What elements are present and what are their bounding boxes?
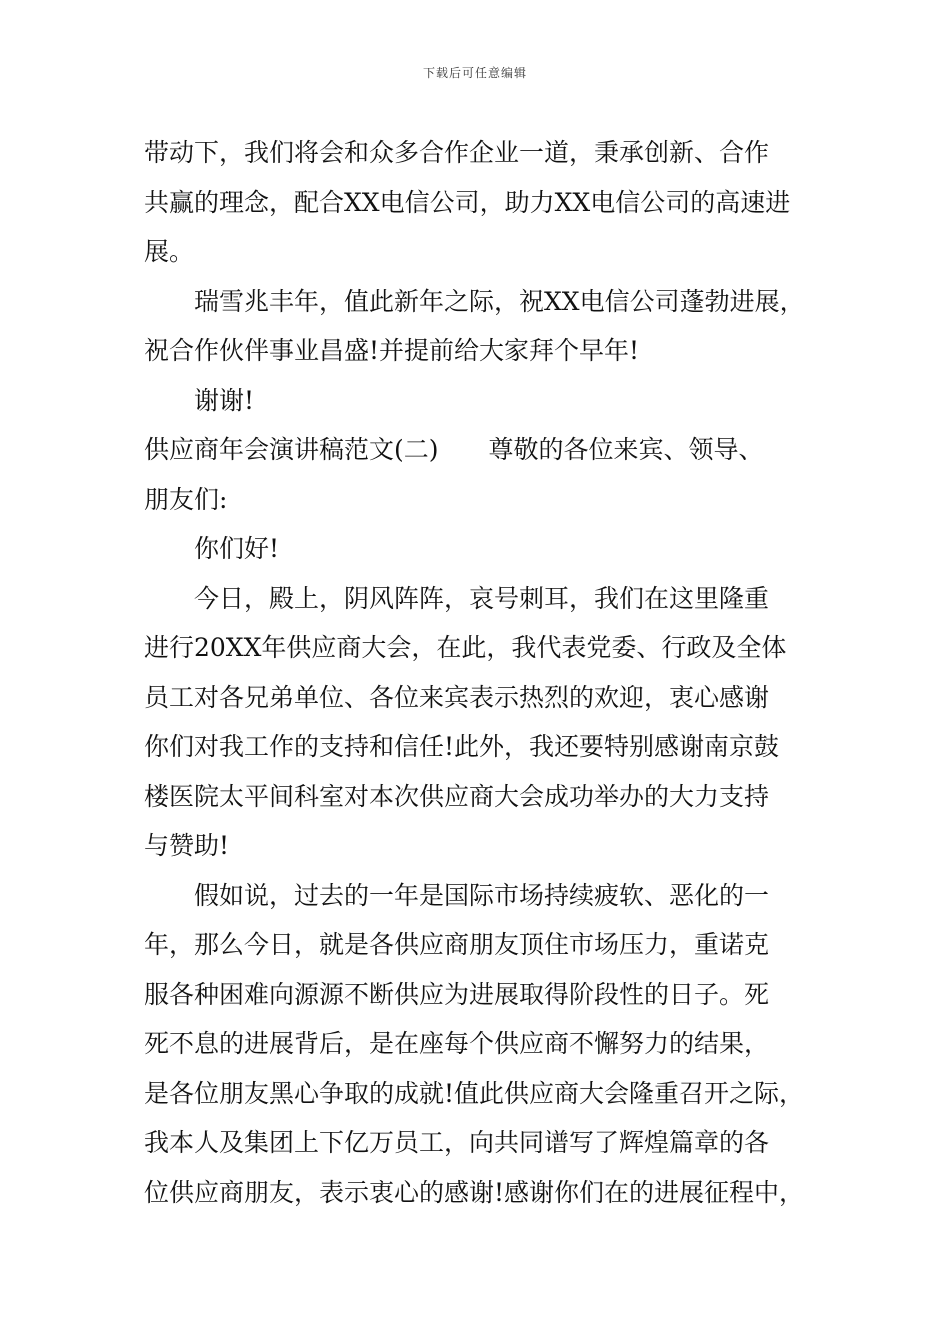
text-line: 你们对我工作的支持和信任!此外，我还要特别感谢南京鼓 — [144, 732, 780, 761]
text-line: 楼医院太平间科室对本次供应商大会成功举办的大力支持 — [144, 781, 770, 811]
text-line: 你们好! — [194, 534, 280, 563]
text-line: 是各位朋友黑心争取的成就!值此供应商大会隆重召开之际， — [144, 1078, 805, 1108]
page-header: 下载后可任意编辑 — [422, 66, 527, 80]
text-line: 共赢的理念，配合XX电信公司，助力XX电信公司的高速进 — [144, 187, 791, 217]
text-line: 位供应商朋友，表示衷心的感谢!感谢你们在的进展征程中， — [144, 1177, 805, 1207]
text-line: 带动下，我们将会和众多合作企业一道，秉承创新、合作 — [144, 138, 770, 167]
text-line: 服各种困难向源源不断供应为进展取得阶段性的日子。死 — [144, 979, 770, 1009]
text-line: 年，那么今日，就是各供应商朋友顶住市场压力，重诺克 — [144, 930, 770, 959]
text-line: 员工对各兄弟单位、各位来宾表示热烈的欢迎，衷心感谢 — [144, 682, 770, 712]
text-line: 我本人及集团上下亿万员工，向共同谱写了辉煌篇章的各 — [144, 1128, 770, 1157]
text-line: 供应商年会演讲稿范文(二) 尊敬的各位来宾、领导、 — [144, 435, 764, 464]
text-line: 展。 — [144, 237, 195, 266]
text-line: 死不息的进展背后，是在座每个供应商不懈努力的结果， — [144, 1029, 770, 1058]
text-line: 谢谢! — [194, 385, 255, 415]
text-line: 假如说，过去的一年是国际市场持续疲软、恶化的一 — [194, 880, 770, 910]
text-line: 今日，殿上，阴风阵阵，哀号刺耳，我们在这里隆重 — [194, 583, 770, 613]
text-line: 与赞助! — [144, 831, 230, 860]
document-body — [144, 128, 824, 1217]
text-line: 祝合作伙伴事业昌盛!并提前给大家拜个早年! — [144, 336, 640, 365]
text-line: 瑞雪兆丰年，值此新年之际，祝XX电信公司蓬勃进展， — [194, 286, 805, 316]
text-line: 朋友们: — [144, 484, 228, 514]
text-line: 进行20XX年供应商大会，在此，我代表党委、行政及全体 — [144, 633, 787, 662]
